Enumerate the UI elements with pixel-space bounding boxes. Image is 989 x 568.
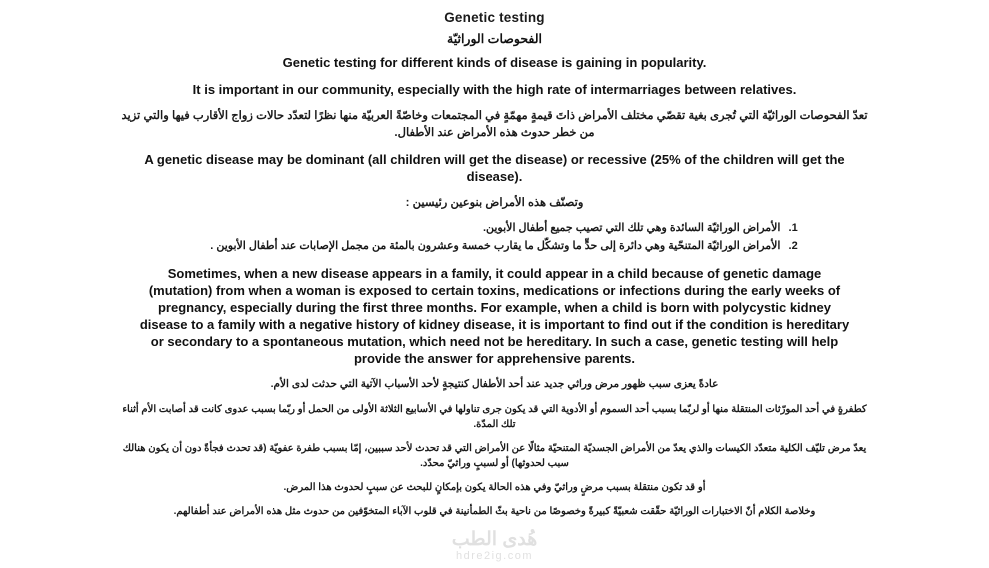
watermark-latin-text: hdre2ig.com xyxy=(455,550,534,562)
arabic-disease-type-list xyxy=(185,221,805,255)
paragraph-ar-7: وخلاصة الكلام أنّ الاختبارات الوراثيّة حقّقت شعبيّةً كبيرةً وخصوصًا من ناحية بثّ الطمأنينة في قلوب الآباء المتخوّفين من حدوث مثل هذه الأمراض عند أطفالهم. xyxy=(173,506,816,518)
page-title: Genetic testing xyxy=(444,10,545,25)
list-item xyxy=(185,221,805,237)
paragraph-en-2: It is important in our community, especially with the high rate of intermarriages between relatives. xyxy=(192,82,797,98)
paragraph-ar-5: يعدّ مرض تليّف الكلية متعدّد الكيسات والذي يعدّ من الأمراض الجسديّة المتنحيّة مثالًا عن الأمراض التي قد تحدث لأحد سببين، إمّا بسبب طفرة عفويّة (قد تحدث فجأةً دون أن يكون هنالك سبب لحدوثها) أو لسببٍ وراثيّ محدّد. xyxy=(122,443,867,470)
paragraph-en-4: Sometimes, when a new disease appears in a family, it could appear in a child because of genetic damage (mutation) from when a woman is exposed to certain toxins, medications or infections during the early weeks of pregnancy, especially during the first three months. For example, when a child is born with polycystic kidney disease to a family with a negative history of kidney disease, it is important to find out if the condition is hereditary or secondary to a spontaneous mutation, which need not be hereditary. In such a case, genetic testing will help provide the answer for apprehensive parents. xyxy=(139,265,850,367)
list-item xyxy=(185,239,805,255)
list-item-label: الأمراض الوراثيّة المتنحّية وهي دائرة إلى حدٍّ ما وتشكّل ما يقارب خمسة وعشرون بالمئة من مجمل الإصابات عند أطفال الأبوين . xyxy=(210,239,781,252)
list-item-number: 2. xyxy=(788,239,798,252)
watermark-arabic-text: هُدى الطب xyxy=(451,529,538,550)
paragraph-ar-6: أو قد تكون منتقلة بسبب مرضٍ وراثيّ وفي هذه الحالة يكون بإمكانٍ للبحث عن سببٍ لحدوث هذا المرض. xyxy=(283,482,706,494)
paragraph-en-1: Genetic testing for different kinds of disease is gaining in popularity. xyxy=(282,55,707,70)
watermark xyxy=(452,530,537,562)
paragraph-ar-4: كطفرةٍ في أحد المورّثات المنتقلة منها أو لربّما بسبب أحد السموم أو الأدوية التي قد يكون جرى تناولها في الأسابيع الثلاثة الأولى من الحمل أو ربّما بسبب عدوى كانت قد أصابت الأم أثناء تلك المدّة. xyxy=(122,404,867,431)
paragraph-ar-1: تعدّ الفحوصات الوراثيّة التي تُجرى بغية تقصّي مختلف الأمراض ذاتَ قيمةٍ مهمّةٍ في المجتمعات وخاصّةً العربيّة منها نظرًا لتعدّد حالات زواج الأقارب فيها والتي تزيد من خطر حدوث هذه الأمراض عند الأطفال. xyxy=(121,110,868,139)
arabic-title: الفحوصات الوراثيّة xyxy=(447,32,542,46)
list-item-label: الأمراض الوراثيّة السائدة وهي تلك التي تصيب جميع أطفال الأبوين. xyxy=(482,221,781,234)
paragraph-ar-3: عادةً يعزى سبب ظهور مرض وراثي جديد عند أحد الأطفال كنتيجةٍ لأحد الأسباب الآتية التي حدثت لدى الأم. xyxy=(270,378,719,391)
paragraph-ar-2: وتصنّف هذه الأمراض بنوعين رئيسين : xyxy=(405,196,584,209)
list-item-number: 1. xyxy=(788,221,798,234)
paragraph-en-3: A genetic disease may be dominant (all children will get the disease) or recessive (25% of the children will get the disease). xyxy=(144,151,845,184)
